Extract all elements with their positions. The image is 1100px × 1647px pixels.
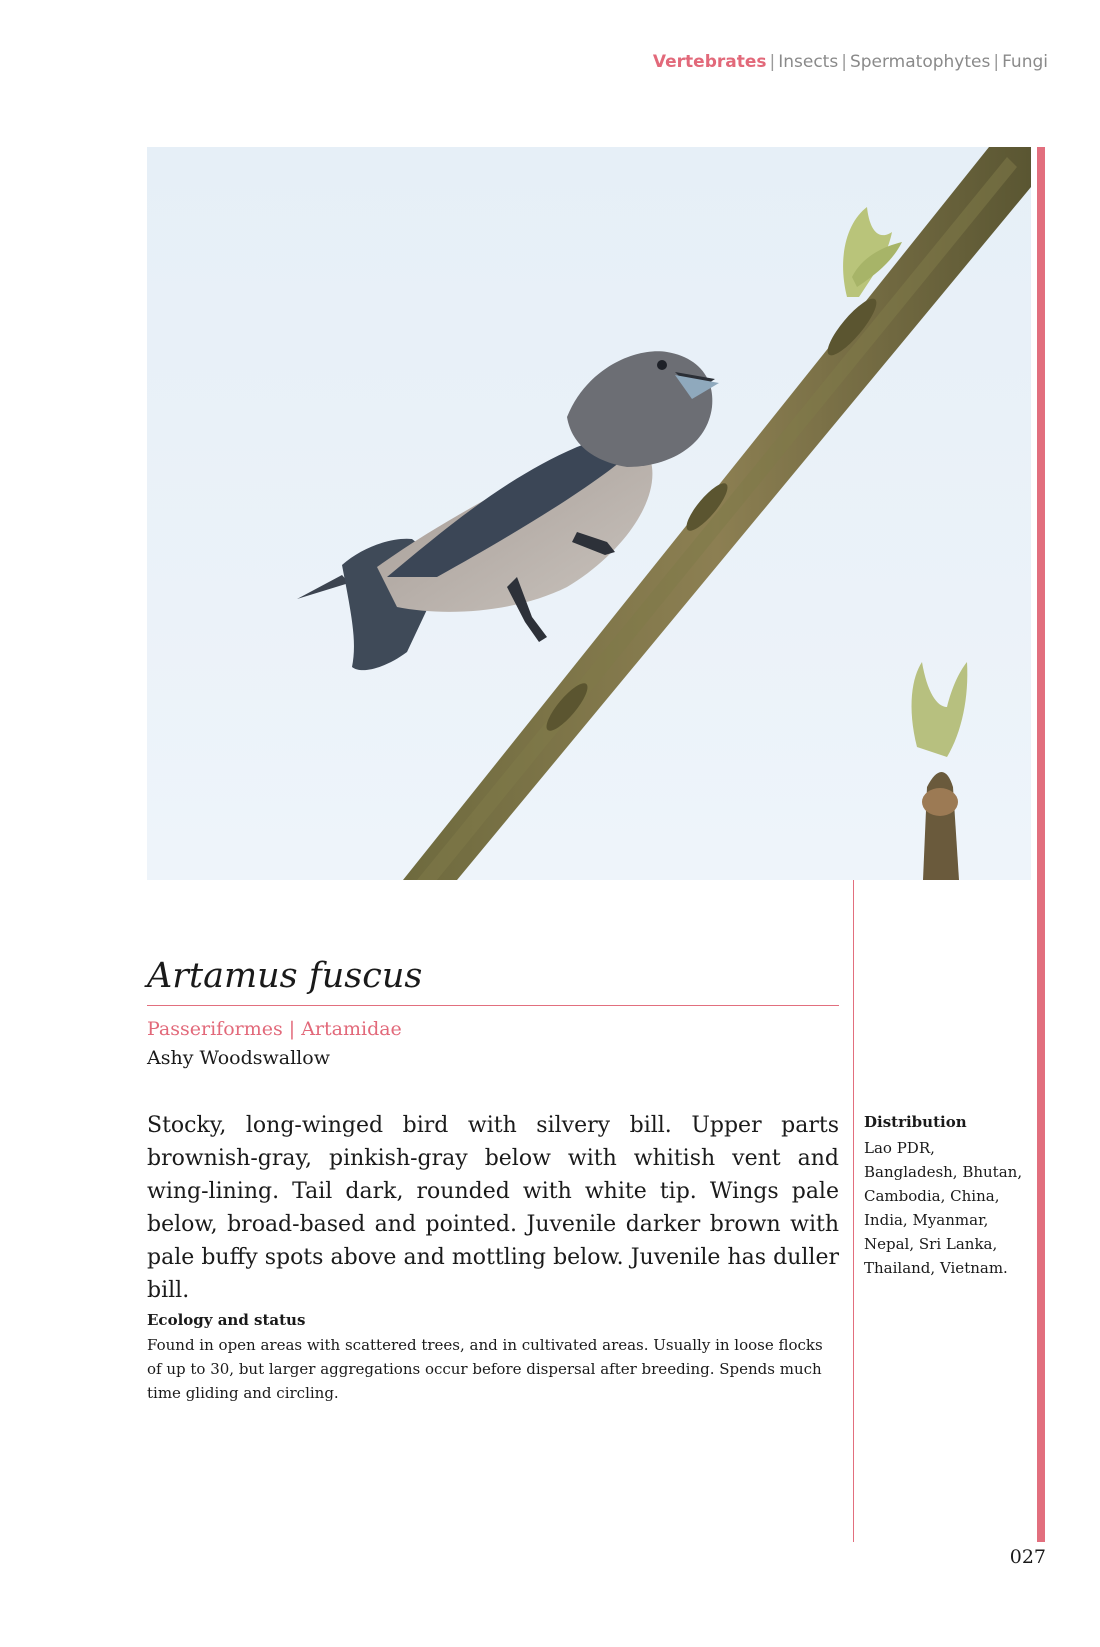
- species-description: Stocky, long-winged bird with silvery bill. Upper parts brownish-gray, pinkish-gray below with whitish vent and wing-lining. Tail dark, rounded with white tip. Wings pale below, broad-based and pointed. Juvenile darker brown with pale buffy spots above and mottling below. Juvenile has duller bill.: [147, 1113, 839, 1303]
- bird-photo-illustration: [147, 147, 1031, 880]
- ecology-heading: Ecology and status: [147, 1311, 306, 1329]
- accent-bar: [1037, 147, 1045, 1542]
- nav-separator: |: [841, 52, 847, 72]
- ecology-text: Found in open areas with scattered trees, and in cultivated areas. Usually in loose flocks of up to 30, but larger aggregations occur before dispersal after breeding. Spends much time gliding and circling.: [147, 1336, 823, 1402]
- taxonomy: Passeriformes | Artamidae: [147, 1018, 402, 1040]
- nav-item-spermatophytes[interactable]: Spermatophytes: [849, 52, 991, 72]
- common-name: Ashy Woodswallow: [147, 1047, 330, 1069]
- title-underline: [147, 1005, 839, 1006]
- nav-item-fungi[interactable]: Fungi: [1002, 52, 1048, 72]
- page-number: 027: [1009, 1546, 1046, 1568]
- distribution-text: Lao PDR, Bangladesh, Bhutan, Cambodia, China, India, Myanmar, Nepal, Sri Lanka, Thailand, Vietnam.: [864, 1139, 1023, 1277]
- nav-item-vertebrates[interactable]: Vertebrates: [652, 52, 767, 72]
- nav-item-insects[interactable]: Insects: [778, 52, 839, 72]
- distribution-heading: Distribution: [864, 1113, 967, 1131]
- species-photo: [147, 147, 1031, 880]
- section-nav: [653, 52, 1048, 72]
- scientific-name: Artamus fuscus: [147, 956, 423, 996]
- nav-separator: |: [769, 52, 776, 72]
- nav-separator: |: [993, 52, 1000, 72]
- column-divider: [853, 880, 854, 1542]
